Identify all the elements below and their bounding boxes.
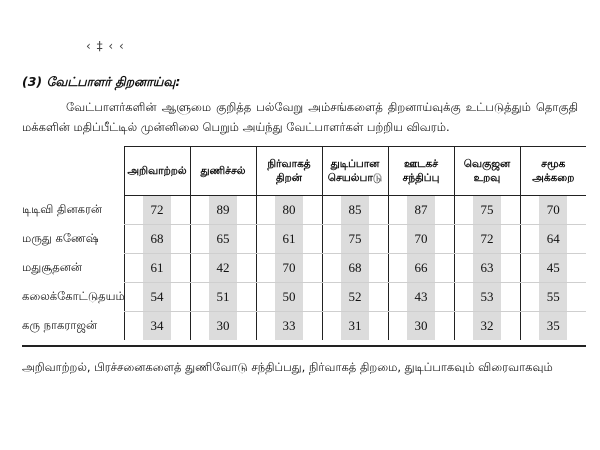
score-cell: 72	[454, 225, 520, 254]
cut-off-text-fragment: ‹ ‡ ‹ ‹	[86, 39, 125, 53]
score-cell: 53	[454, 283, 520, 312]
score-cell: 43	[388, 283, 454, 312]
table-header-row	[22, 147, 586, 196]
score-cell: 54	[124, 283, 190, 312]
candidate-name: கரு நாகராஜன்	[22, 317, 98, 332]
score-cell: 35	[520, 312, 586, 341]
score-cell: 33	[256, 312, 322, 341]
score-cell: 32	[454, 312, 520, 341]
candidate-name: கலைக்கோட்டுதயம்	[22, 289, 125, 303]
table-row	[22, 312, 586, 341]
header-intelligence: அறிவாற்றல்	[124, 147, 190, 196]
score-cell: 89	[190, 196, 256, 225]
score-cell: 80	[256, 196, 322, 225]
score-cell: 34	[124, 312, 190, 341]
score-cell: 51	[190, 283, 256, 312]
candidate-name: மருது கணேஷ்	[22, 231, 99, 245]
score-cell: 61	[256, 225, 322, 254]
header-courage: துணிச்சல்	[190, 147, 256, 196]
score-cell: 85	[322, 196, 388, 225]
score-cell: 87	[388, 196, 454, 225]
intro-paragraph: வேட்பாளர்களின் ஆளுமை குறித்த பல்வேறு அம்சங்களைத் திறனாய்வுக்கு உட்படுத்தும் தொகுதி மக்களின் மதிப்பீட்டில் முன்னிலை பெறும் அய்ந்து வேட்பாளர்கள் பற்றிய விவரம்.	[22, 100, 578, 134]
score-cell: 66	[388, 254, 454, 283]
score-cell: 55	[520, 283, 586, 312]
score-cell: 30	[388, 312, 454, 341]
score-cell: 63	[454, 254, 520, 283]
score-cell: 65	[190, 225, 256, 254]
score-cell: 72	[124, 196, 190, 225]
score-cell: 75	[322, 225, 388, 254]
header-social-concern: சமூக அக்கறை	[520, 147, 586, 196]
candidate-name: மதுசூதனன்	[22, 260, 83, 274]
table-row	[22, 254, 586, 283]
candidate-name: டிடிவி தினகரன்	[22, 202, 103, 216]
score-cell: 30	[190, 312, 256, 341]
score-cell: 70	[388, 225, 454, 254]
score-cell: 52	[322, 283, 388, 312]
table-row	[22, 225, 586, 254]
header-dynamic-action: துடிப்பான செயல்பாடு	[322, 147, 388, 196]
score-cell: 42	[190, 254, 256, 283]
footnote-text: அறிவாற்றல், பிரச்சனைகளைத் துணிவோடு சந்திப்பது, நிர்வாகத் திறமை, துடிப்பாகவும் விரைவாகவும்	[22, 360, 553, 374]
score-cell: 68	[124, 225, 190, 254]
score-cell: 31	[322, 312, 388, 341]
score-cell: 70	[256, 254, 322, 283]
header-administrative-ability: நிர்வாகத் திறன்	[256, 147, 322, 196]
header-public-relations: வெகுஜன உறவு	[454, 147, 520, 196]
candidate-score-table	[22, 146, 586, 340]
header-media-interaction: ஊடகச் சந்திப்பு	[388, 147, 454, 196]
score-cell: 64	[520, 225, 586, 254]
score-cell: 50	[256, 283, 322, 312]
header-blank-cell	[22, 147, 124, 196]
score-cell: 61	[124, 254, 190, 283]
section-heading: (3) வேட்பாளர் திறனாய்வு:	[22, 74, 181, 89]
table-row	[22, 283, 586, 312]
table-row	[22, 196, 586, 225]
table-bottom-rule	[22, 345, 586, 347]
score-cell: 75	[454, 196, 520, 225]
score-cell: 70	[520, 196, 586, 225]
score-cell: 68	[322, 254, 388, 283]
score-cell: 45	[520, 254, 586, 283]
